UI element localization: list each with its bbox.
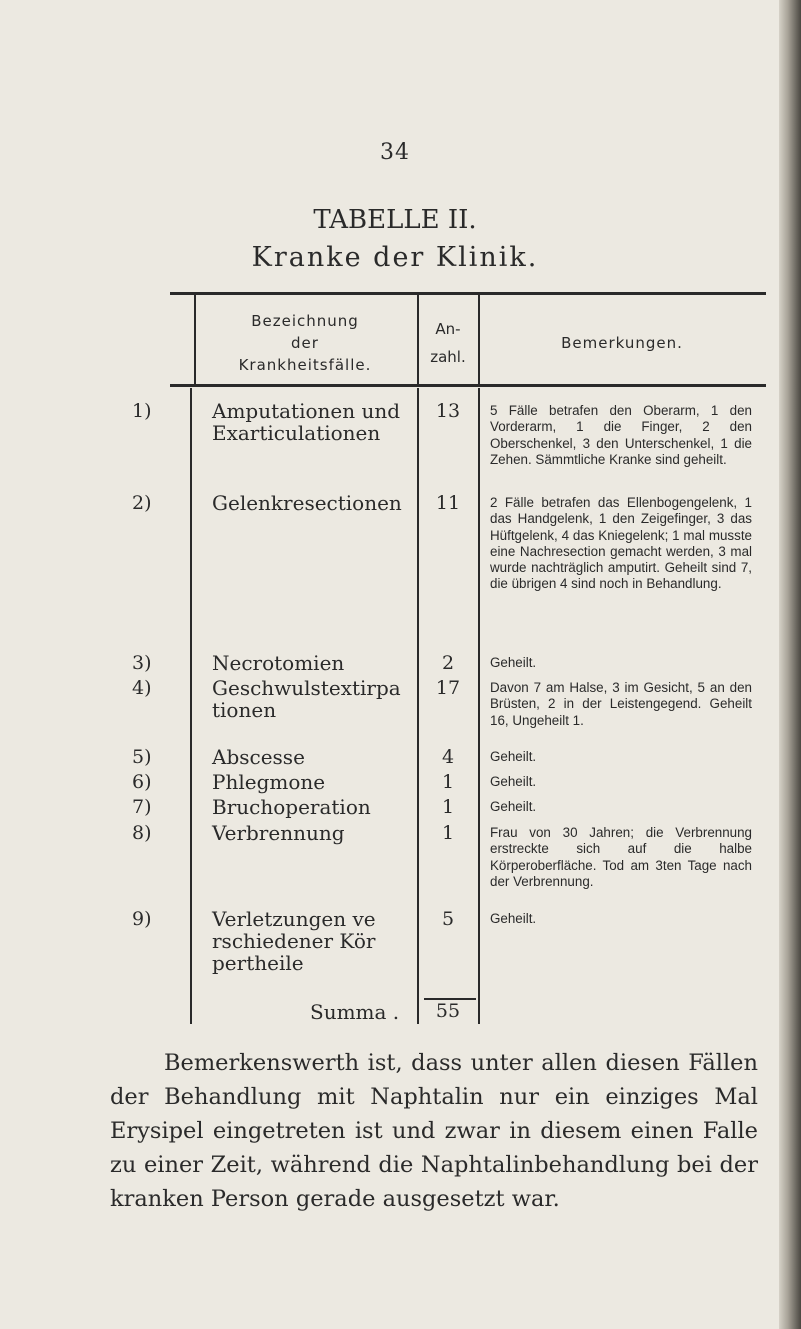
row-name: Verletzungen verschiedener Körpertheile (212, 907, 376, 975)
row-remark: Geheilt. (490, 655, 537, 670)
row-remark: 5 Fälle betrafen den Oberarm, 1 den Vorderarm, 1 die Finger, 2 den Oberschenkel, 3 den Unterschenkel, 1 die Zehen. Sämmtliche Kranke sind geheilt. (490, 403, 752, 467)
body-divider-left (190, 388, 192, 1024)
sum-label: Summa . (310, 1000, 400, 1024)
row-remark: Frau von 30 Jahren; die Verbrennung erstreckte sich auf die halbe Körperoberfläche. Tod am 3ten Tage nach der Verbrennung. (490, 825, 752, 889)
row-number: 8) (132, 822, 152, 844)
row-name: Bruchoperation (212, 795, 371, 819)
row-number: 2) (132, 492, 152, 514)
row-count: 2 (441, 652, 455, 674)
row-number: 3) (132, 652, 152, 674)
row-number: 4) (132, 677, 152, 699)
row-remark: Geheilt. (490, 749, 537, 764)
page-edge-shadow (779, 0, 801, 1329)
table-label: TABELLE II. (313, 205, 477, 235)
header-designation-line-3: Krankheitsfälle. (238, 356, 372, 374)
row-count: 11 (435, 492, 461, 514)
row-name: Phlegmone (212, 770, 326, 794)
header-designation-line-1: Bezeichnung (251, 312, 359, 330)
row-name: Amputationen und Exarticulationen (212, 399, 401, 445)
row-number: 9) (132, 908, 152, 930)
header-designation (196, 310, 414, 376)
row-count: 1 (441, 822, 455, 844)
table-header-rule (170, 384, 766, 387)
row-number: 5) (132, 746, 152, 768)
sum-value: 55 (435, 1000, 461, 1022)
row-name: Gelenkresectionen (212, 491, 402, 515)
row-count: 17 (435, 677, 461, 699)
row-remark: Geheilt. (490, 799, 537, 814)
row-count: 13 (435, 400, 461, 422)
header-remarks: Bemerkungen. (561, 334, 683, 352)
header-count-line-2: zahl. (430, 348, 466, 366)
table-top-rule (170, 292, 766, 295)
row-remark: Geheilt. (490, 774, 537, 789)
header-count (419, 318, 477, 368)
row-name: Verbrennung (212, 821, 345, 845)
body-divider-remarks (478, 388, 480, 1024)
row-count: 4 (441, 746, 455, 768)
row-count: 1 (441, 796, 455, 818)
row-remark: Davon 7 am Halse, 3 im Gesicht, 5 an den Brüsten, 2 in der Leistengegend. Geheilt 16, Ungeheilt 1. (490, 680, 752, 728)
row-number: 6) (132, 771, 152, 793)
row-number: 1) (132, 400, 152, 422)
row-name: Abscesse (212, 745, 305, 769)
closing-paragraph: Bemerkenswerth ist, dass unter allen diesen Fällen der Behandlung mit Naphtalin nur ein einziges Mal Erysipel eingetreten ist und zwar in diesem einen Falle zu einer Zeit, während die Naphtalinbehandlung bei der kranken Person gerade ausgesetzt war. (110, 1050, 758, 1212)
row-name: Geschwulstextirpationen (212, 676, 401, 722)
row-count: 1 (441, 771, 455, 793)
row-count: 5 (441, 908, 455, 930)
section-title: Kranke der Klinik. (251, 242, 539, 273)
row-number: 7) (132, 796, 152, 818)
row-name: Necrotomien (212, 651, 345, 675)
row-remark: Geheilt. (490, 911, 537, 926)
page-number: 34 (380, 140, 410, 165)
row-remark: 2 Fälle betrafen das Ellenbogengelenk, 1 das Handgelenk, 1 den Zeigefinger, 3 das Hüftgelenk, 4 das Kniegelenk; 1 mal musste eine Nachresection gemacht werden, 3 mal wurde nachträglich amputirt. Geheilt sind 7, die übrigen 4 sind noch in Behandlung. (490, 495, 752, 592)
header-designation-line-2: der (291, 334, 319, 352)
header-count-line-1: An- (435, 320, 461, 338)
